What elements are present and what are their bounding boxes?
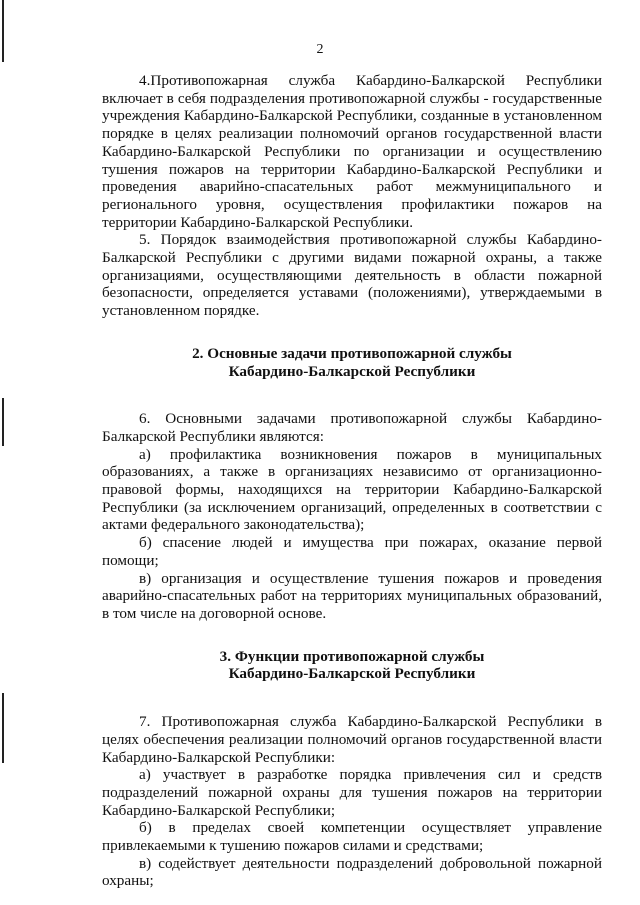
paragraph: 6. Основными задачами противопожарной службы Кабардино-Балкарской Республики являются: <box>102 410 602 445</box>
paragraph: 4.Противопожарная служба Кабардино-Балкарской Республики включает в себя подразделения противопожарной службы - государственные учреждения Кабардино-Балкарской Республики, созданные в установленном порядке в целях реализации полномочий органов государственной власти Кабардино-Балкарской Республики по организации и осуществлению тушения пожаров на территории Кабардино-Балкарской Республики и проведения аварийно-спасательных работ межмуниципального и регионального уровня, осуществления профилактики пожаров на территории Кабардино-Балкарской Республики. <box>102 72 602 231</box>
document-body <box>102 72 602 890</box>
paragraph: б) спасение людей и имущества при пожарах, оказание первой помощи; <box>102 534 602 569</box>
section-heading-line: Кабардино-Балкарской Республики <box>228 665 476 683</box>
section-heading-line: 3. Функции противопожарной службы <box>219 647 485 665</box>
paragraph: а) профилактика возникновения пожаров в муниципальных образованиях, а также в организациях независимо от организационно-правовой формы, находящихся на территории Кабардино-Балкарской Республики (за исключением организаций, определенных в соответствии с актами федерального законодательства); <box>102 445 602 534</box>
section-heading <box>102 648 602 683</box>
section-heading-line: Кабардино-Балкарской Республики <box>228 362 476 380</box>
section-heading <box>102 345 602 380</box>
scan-edge-line <box>2 398 4 446</box>
paragraph: а) участвует в разработке порядка привлечения сил и средств подразделений пожарной охраны для тушения пожаров на территории Кабардино-Балкарской Республики; <box>102 766 602 819</box>
page-number: 2 <box>316 42 324 57</box>
paragraph: в) организация и осуществление тушения пожаров и проведения аварийно-спасательных работ на территориях муниципальных образований, в том числе на договорной основе. <box>102 569 602 622</box>
paragraph: б) в пределах своей компетенции осуществляет управление привлекаемыми к тушению пожаров силами и средствами; <box>102 819 602 855</box>
paragraph: 5. Порядок взаимодействия противопожарной службы Кабардино-Балкарской Республики с другими видами пожарной охраны, а также организациями, осуществляющими деятельность в области пожарной безопасности, определяется уставами (положениями), утверждаемыми в установленном порядке. <box>102 231 602 320</box>
section-heading-line: 2. Основные задачи противопожарной службы <box>192 344 512 362</box>
paragraph: 7. Противопожарная служба Кабардино-Балкарской Республики в целях обеспечения реализации полномочий органов государственной власти Кабардино-Балкарской Республики: <box>102 713 602 766</box>
paragraph: в) содействует деятельности подразделений добровольной пожарной охраны; <box>102 854 602 890</box>
scan-edge-line <box>2 693 4 763</box>
